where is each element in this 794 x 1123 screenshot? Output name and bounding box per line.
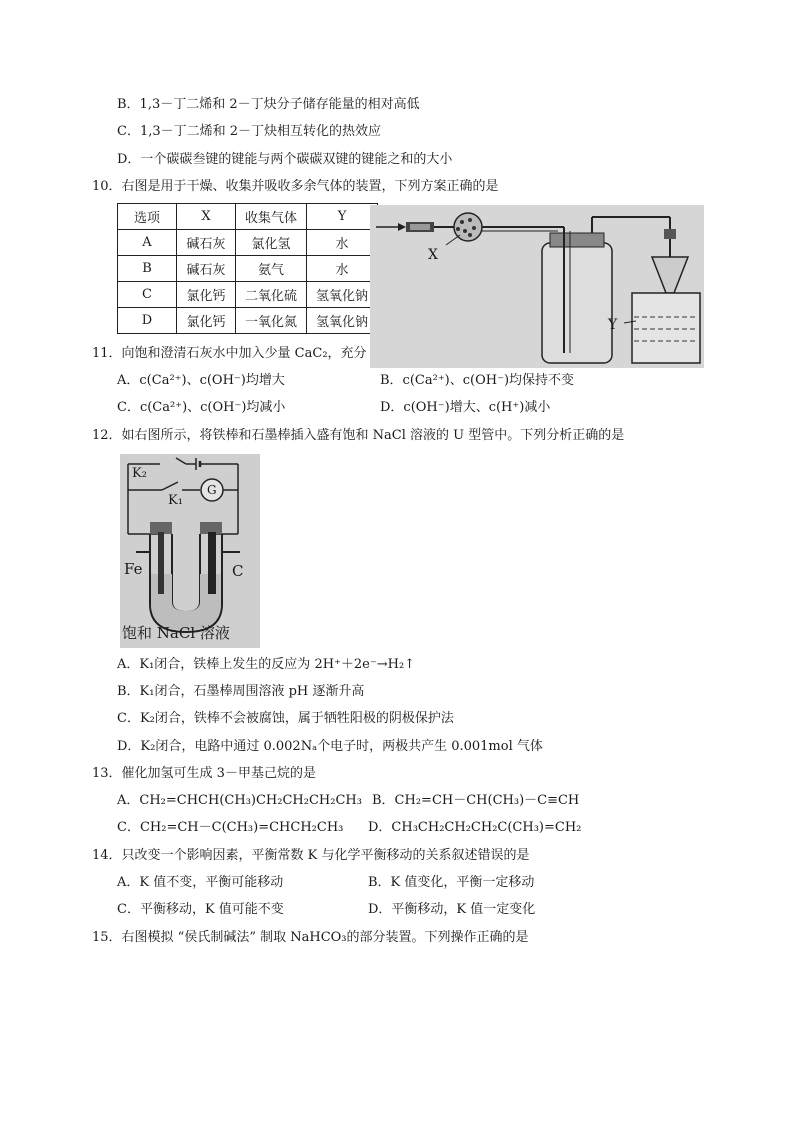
table-cell: 一氧化氮 [236, 308, 307, 334]
table-cell: A [118, 230, 177, 256]
table-cell: 二氧化硫 [236, 282, 307, 308]
table-cell: 收集气体 [236, 204, 307, 230]
table-cell: 氯化钙 [177, 308, 236, 334]
table-row [118, 282, 378, 308]
table-cell: C [118, 282, 177, 308]
table-cell: X [177, 204, 236, 230]
q14-option-c: C．平衡移动，K 值可能不变 [117, 902, 284, 917]
q14-option-a: A．K 值不变，平衡可能移动 [117, 875, 284, 890]
q12-option-a: A．K₁闭合，铁棒上发生的反应为 2H⁺＋2e⁻→H₂↑ [117, 657, 416, 672]
q9-option-c: C．1,3－丁二烯和 2－丁炔相互转化的热效应 [117, 124, 382, 139]
q12-option-c: C．K₂闭合，铁棒不会被腐蚀，属于牺牲阳极的阴极保护法 [117, 711, 454, 726]
q12-stem: 12．如右图所示，将铁棒和石墨棒插入盛有饱和 NaCl 溶液的 U 型管中。下列分析正确的是 [92, 428, 625, 443]
q14-option-b: B．K 值变化，平衡一定移动 [368, 875, 535, 890]
table-cell: 水 [307, 230, 378, 256]
table-cell: 氢氧化钠 [307, 308, 378, 334]
q11-option-c: C．c(Ca²⁺)、c(OH⁻)均减小 [117, 400, 286, 415]
table-cell: 氢氧化钠 [307, 282, 378, 308]
q13-option-d: D．CH₃CH₂CH₂CH₂C(CH₃)=CH₂ [368, 820, 582, 835]
q11-option-d: D．c(OH⁻)增大、c(H⁺)减小 [380, 400, 551, 415]
q12-label-k2: K₂ [132, 466, 147, 481]
q14-option-d: D．平衡移动，K 值一定变化 [368, 902, 536, 917]
q9-option-d: D．一个碳碳叁键的键能与两个碳碳双键的键能之和的大小 [117, 152, 453, 167]
q13-stem: 13．催化加氢可生成 3－甲基己烷的是 [92, 766, 316, 781]
table-cell: 水 [307, 256, 378, 282]
table-cell: 氨气 [236, 256, 307, 282]
q10-apparatus-figure [370, 205, 704, 368]
q12-electrolysis-figure [120, 454, 260, 648]
q12-label-c: C [232, 562, 244, 580]
q10-figure-label-x: X [428, 247, 438, 263]
q12-option-d: D．K₂闭合，电路中通过 0.002Nₐ个电子时，两极共产生 0.001mol 气体 [117, 739, 543, 754]
q12-label-fe: Fe [124, 560, 143, 578]
q12-label-g: G [207, 483, 217, 497]
table-cell: 碱石灰 [177, 230, 236, 256]
q13-option-c: C．CH₂=CH－C(CH₃)=CHCH₂CH₃ [117, 820, 344, 835]
q10-stem: 10．右图是用于干燥、收集并吸收多余气体的装置，下列方案正确的是 [92, 179, 499, 194]
q11-stem: 11．向饱和澄清石灰水中加入少量 CaC₂，充分 [92, 346, 367, 361]
q12-label-k1: K₁ [168, 493, 183, 508]
q10-figure-label-y: Y [608, 317, 618, 333]
table-cell: 氯化氢 [236, 230, 307, 256]
q12-figure-caption: 饱和 NaCl 溶液 [122, 624, 230, 642]
table-row [118, 308, 378, 334]
q13-option-b: B．CH₂=CH－CH(CH₃)－C≡CH [372, 793, 580, 808]
q14-stem: 14．只改变一个影响因素，平衡常数 K 与化学平衡移动的关系叙述错误的是 [92, 848, 530, 863]
table-row [118, 230, 378, 256]
table-cell: Y [307, 204, 378, 230]
q9-option-b: B．1,3－丁二烯和 2－丁炔分子储存能量的相对高低 [117, 97, 420, 112]
q10-table [117, 203, 378, 334]
table-cell: D [118, 308, 177, 334]
table-cell: 氯化钙 [177, 282, 236, 308]
q15-stem: 15．右图模拟 “侯氏制碱法” 制取 NaHCO₃的部分装置。下列操作正确的是 [92, 930, 529, 945]
q11-option-b: B．c(Ca²⁺)、c(OH⁻)均保持不变 [380, 373, 575, 388]
table-row [118, 256, 378, 282]
table-header-row [118, 204, 378, 230]
q11-option-a: A．c(Ca²⁺)、c(OH⁻)均增大 [117, 373, 285, 388]
table-cell: 选项 [118, 204, 177, 230]
table-cell: 碱石灰 [177, 256, 236, 282]
q12-option-b: B．K₁闭合，石墨棒周围溶液 pH 逐渐升高 [117, 684, 365, 699]
table-cell: B [118, 256, 177, 282]
q13-option-a: A．CH₂=CHCH(CH₃)CH₂CH₂CH₂CH₃ [117, 793, 362, 808]
